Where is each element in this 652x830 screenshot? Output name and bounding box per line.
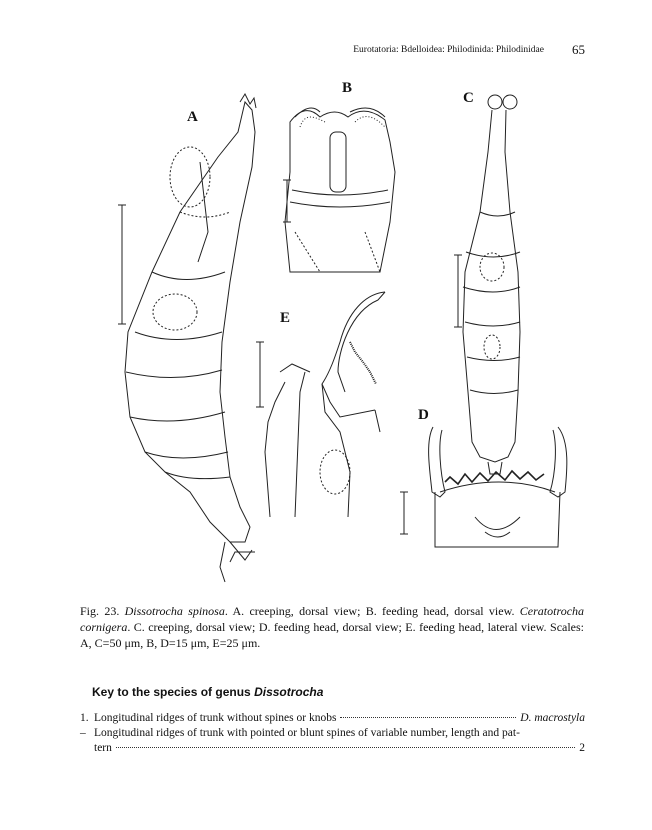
key-title-text: Key to the species of genus <box>92 685 251 699</box>
panel-label-a: A <box>187 109 198 125</box>
caption-scales: Scales: A, C=50 μm, B, D=15 μm, E=25 μm. <box>80 620 585 650</box>
scale-bar-a <box>118 205 126 324</box>
key-number: – <box>80 727 86 739</box>
scale-bar-d <box>400 492 408 534</box>
running-head: Eurotatoria: Bdelloidea: Philodinida: Philodinidae <box>353 45 544 55</box>
caption-part-2: . C. creeping, dorsal view; D. feeding head, dorsal view; E. feeding head, lateral view. <box>127 620 547 634</box>
key-title-genus: Dissotrocha <box>254 685 324 699</box>
key-text: Longitudinal ridges of trunk with pointed or blunt spines of variable number, length and pat- <box>94 727 520 739</box>
panel-label-c: C <box>463 90 474 106</box>
key-result: D. macrostyla <box>520 712 585 724</box>
key-couplet-1-alt-cont <box>94 742 585 754</box>
leader-dots <box>340 717 516 718</box>
panel-label-e: E <box>280 310 291 326</box>
panel-label-b: B <box>342 80 353 96</box>
page-header <box>0 42 652 58</box>
key-couplet-1-alt <box>80 727 585 739</box>
key-couplet-1 <box>80 712 585 724</box>
drawing-c <box>463 95 520 474</box>
scale-bar-c <box>454 255 462 327</box>
scale-bar-b <box>283 180 291 222</box>
scale-bar-e <box>256 342 264 407</box>
page-number: 65 <box>572 42 585 57</box>
key-text: tern <box>94 742 112 754</box>
leader-dots <box>116 747 575 748</box>
figure-caption <box>80 603 584 651</box>
drawing-b <box>285 108 395 272</box>
panel-label-d: D <box>418 407 429 423</box>
caption-part-1: . A. creeping, dorsal view; B. feeding head, dorsal view. <box>224 604 515 618</box>
key-text: Longitudinal ridges of trunk without spines or knobs <box>94 712 337 724</box>
key-number: 1. <box>80 712 89 724</box>
key-title <box>92 685 323 699</box>
drawing-a <box>125 94 256 582</box>
figure-drawings <box>80 72 600 592</box>
figure-23 <box>80 72 600 592</box>
key-result: 2 <box>579 742 585 754</box>
caption-species-2: Ceratotrocha cornigera <box>80 604 585 634</box>
caption-prefix: Fig. 23. <box>80 604 120 618</box>
drawing-d <box>429 427 567 547</box>
caption-species-1: Dissotrocha spinosa <box>124 604 225 618</box>
